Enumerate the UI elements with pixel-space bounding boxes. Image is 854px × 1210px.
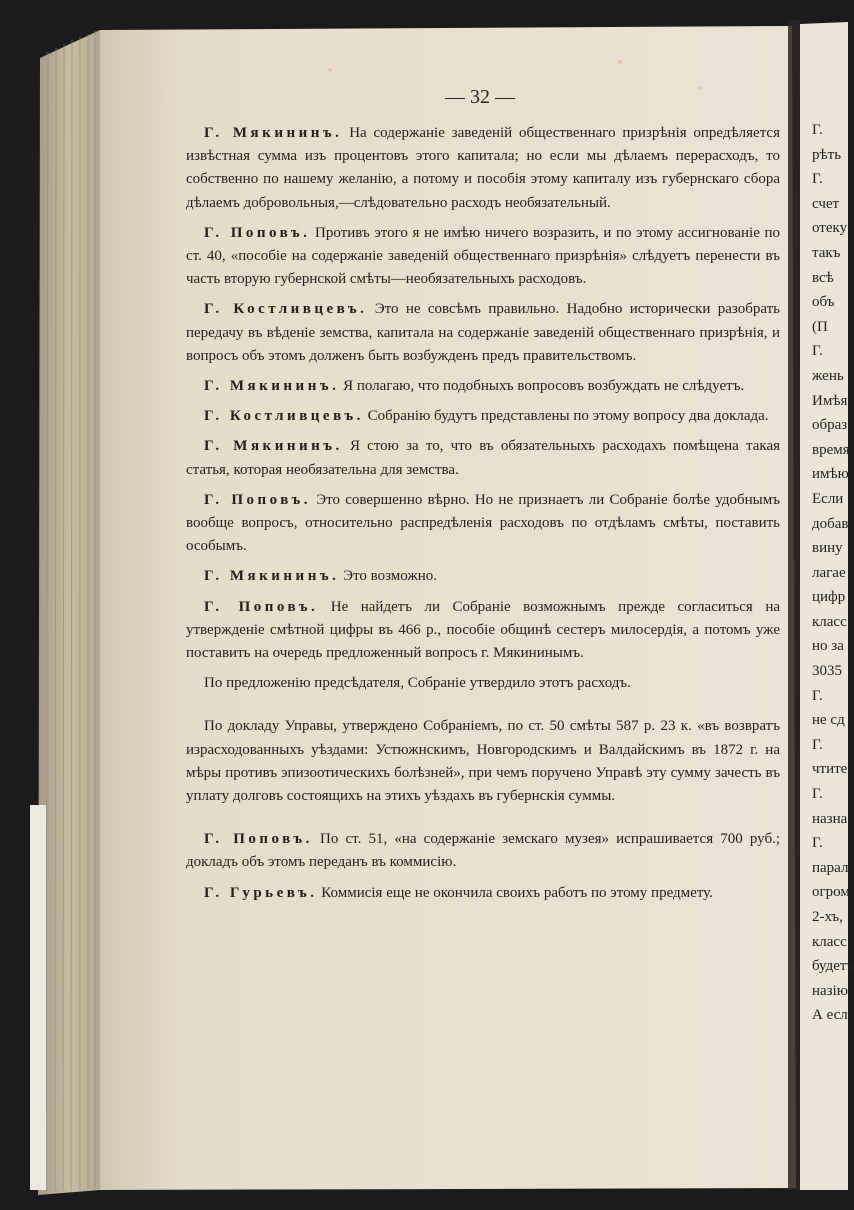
speaker-name: Г. Мякининъ. [204, 438, 343, 455]
speaker-name: Г. Поповъ. [204, 598, 319, 615]
speaker-name: Г. Поповъ. [204, 491, 312, 508]
right-page-line: имѣю [812, 466, 849, 483]
right-page-line: Если [812, 490, 844, 507]
right-page-fragments [812, 122, 852, 1032]
speaker-name: Г. Поповъ. [204, 224, 311, 241]
right-page-line: вину [812, 540, 843, 557]
right-page-line: назна [812, 810, 848, 827]
paragraph-text: Противъ этого я не имѣю ничего возразить, и по этому ассигнованіе по ст. 40, «пособіе на содержаніе заведеній общественнаго призрѣнія» слѣдуетъ перенести въ часть вторую губернской смѣты—необязательныхъ расходовъ. [186, 224, 781, 288]
speaker-name: Г. Мякининъ. [204, 568, 340, 585]
paragraph [186, 489, 780, 559]
right-page-line: 3035 [812, 663, 842, 680]
right-page-line: Г. [812, 122, 823, 138]
right-page-line: образ [812, 417, 848, 434]
right-page-line: огром [812, 884, 850, 901]
right-page-line: всѣ [812, 269, 834, 286]
right-page-line: будетъ [812, 958, 854, 975]
right-page-line: такъ [812, 244, 841, 261]
right-page-line: (П [812, 318, 828, 335]
right-page-line: лагае [812, 564, 846, 581]
right-page-line: парал [812, 859, 849, 876]
paragraph-text: Коммисія еще не окончила своихъ работъ по этому предмету. [321, 884, 713, 901]
right-page-line: 2-хъ, [812, 909, 843, 925]
right-page-line: жень [812, 367, 844, 384]
right-page-line: Г. [812, 343, 823, 360]
paragraph-text: На содержаніе заведеній общественнаго призрѣнія опредѣляется извѣстная сумма изъ процентовъ этого капитала; но если мы дѣлаемъ перерасходъ, то собственно по нашему желанію, а потому и пособія этому капиталу изъ губернскаго сбора дѣлаемъ добровольныя,—слѣдовательно расходъ необязательный. [186, 125, 780, 211]
right-page-line: отеку [812, 220, 848, 237]
paragraph-text: По ст. 51, «на содержаніе земскаго музея» испрашивается 700 руб.; докладъ объ этомъ переданъ въ коммисію. [186, 831, 781, 871]
speaker-name: Г. Мякининъ. [204, 125, 343, 141]
paragraph [186, 298, 780, 368]
right-page-line: чтите [812, 761, 848, 778]
paragraph-text: По докладу Управы, утверждено Собраніемъ, по ст. 50 смѣты 587 р. 23 к. «въ возвратъ израсходованныхъ уѣздами: Устюжнскимъ, Новгородскимъ и Валдайскимъ въ 1872 г. на мѣры противъ эпизоотическихъ болѣзней», при чемъ поручено Управѣ эту сумму зачесть въ уплату долговъ состоящихъ на этихъ уѣздахъ въ губернскія суммы. [186, 718, 780, 805]
paragraph-text: Я полагаю, что подобныхъ вопросовъ возбуждать не слѣдуетъ. [343, 378, 745, 395]
paragraph [186, 122, 780, 215]
speaker-name: Г. Поповъ. [204, 831, 313, 848]
paragraph [186, 222, 780, 292]
right-page-line: класс [812, 613, 847, 630]
right-page-line: не сд [812, 712, 845, 729]
paragraph [186, 405, 780, 428]
right-page-line: но за [812, 638, 844, 655]
right-page-line: Г. [812, 171, 823, 188]
paragraph [186, 565, 780, 588]
paragraph [186, 882, 780, 905]
paragraph [186, 596, 780, 666]
right-page-line: время [812, 441, 850, 458]
right-page-line: Г. [812, 835, 823, 852]
paragraph-text: Не найдетъ ли Собраніе возможнымъ прежде согласиться на утвержденіе смѣтной цифры въ 466 р., пособіе общинѣ сестеръ милосердія, а потомъ уже поставить на очередь предложенный вопросъ г. Мякининымъ. [186, 598, 780, 662]
paragraph-text: Я стою за то, что въ обязательныхъ расходахъ помѣщена такая статья, которая необязательна для земства. [186, 438, 780, 478]
paragraph [186, 375, 780, 398]
right-page-line: Г. [812, 687, 823, 704]
speaker-name: Г. Гурьевъ. [204, 884, 318, 901]
paragraph [186, 672, 780, 695]
paragraph [186, 715, 780, 808]
right-page-line: Имѣя [812, 392, 848, 409]
right-page-line: класс [812, 933, 847, 950]
paragraph-text: Собранію будутъ представлены по этому вопросу два доклада. [367, 408, 769, 425]
right-page-line: Г. [812, 736, 823, 753]
paragraph [186, 828, 780, 874]
paragraph-text: Это возможно. [343, 568, 438, 585]
right-page-line: рѣть [812, 146, 842, 163]
right-page-line: объ [812, 294, 835, 311]
right-page-line: счет [812, 195, 840, 212]
right-page-line: добав [812, 515, 849, 532]
page-number: — 32 — [445, 86, 515, 108]
paragraph-text: По предложенію предсѣдателя, Собраніе утвердило этотъ расходъ. [204, 675, 631, 692]
right-page-line: А есл [812, 1007, 848, 1024]
paragraph-text: Это совершенно вѣрно. Но не признаетъ ли Собраніе болѣе удобнымъ вообще вопросъ, относительно распредѣленія расходовъ по отдѣламъ смѣты, поставить особымъ. [186, 491, 781, 555]
right-page-line: цифр [812, 589, 846, 606]
speaker-name: Г. Мякининъ. [204, 378, 340, 395]
speaker-name: Г. Костливцевъ. [204, 301, 368, 318]
paragraph [186, 435, 780, 481]
paragraph-text: Это не совсѣмъ правильно. Надобно исторически разобрать передачу въ вѣденіе земства, капитала на содержаніе заведеній общественнаго призрѣнія, и вопросъ объ этомъ долженъ быть возбужденъ предъ правительствомъ. [186, 301, 780, 364]
right-page-line: Г. [812, 786, 823, 803]
right-page-line: назію [812, 982, 848, 999]
speaker-name: Г. Костливцевъ. [204, 408, 364, 425]
page-body [186, 122, 780, 905]
